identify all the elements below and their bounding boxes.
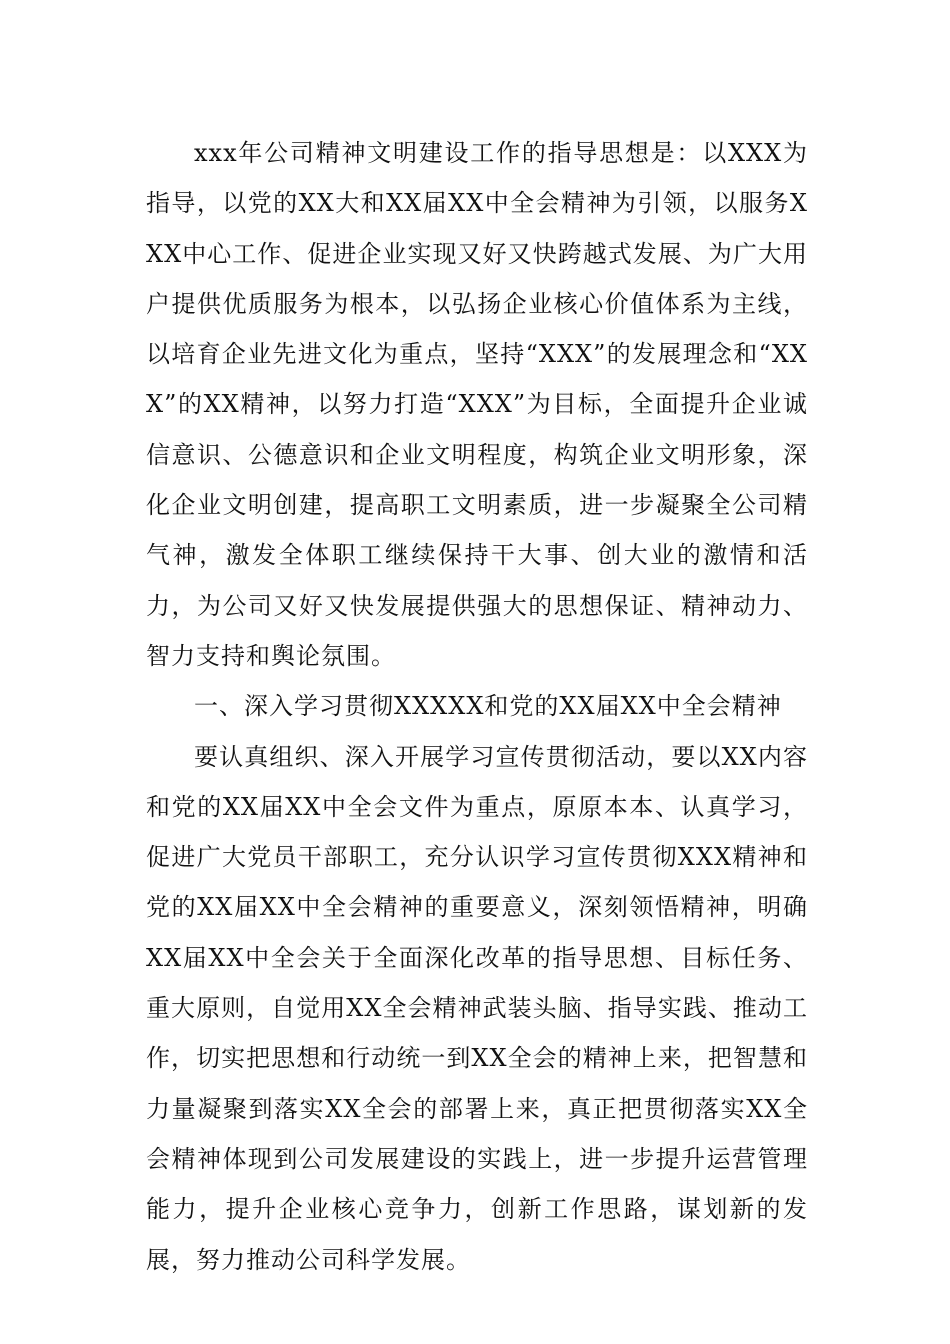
section-heading-1: 一、深入学习贯彻XXXXX和党的XX届XX中全会精神 bbox=[194, 692, 782, 721]
paragraph-guiding-ideology: xxx年公司精神文明建设工作的指导思想是：以XXX为指导，以党的XX大和XX届XX中全会精神为引领，以服务XXX中心工作、促进企业实现又好又快跨越式发展、为广大用户提供优质服务为根本，以弘扬企业核心价值体系为主线，以培育企业先进文化为重点，坚持“XXX”的发展理念和“XXX”的XX精神，以努力打造“XXX”为目标，全面提升企业诚信意识、公德意识和企业文明程度，构筑企业文明形象，深化企业文明创建，提高职工文明素质，进一步凝聚全公司精气神，激发全体职工继续保持干大事、创大业的激情和活力，为公司又好又快发展提供强大的思想保证、精神动力、智力支持和舆论氛围。 bbox=[146, 139, 808, 670]
paragraph-section-1-body: 要认真组织、深入开展学习宣传贯彻活动，要以XX内容和党的XX届XX中全会文件为重点，原原本本、认真学习，促进广大党员干部职工，充分认识学习宣传贯彻XXX精神和党的XX届XX中全会精神的重要意义，深刻领悟精神，明确XX届XX中全会关于全面深化改革的指导思想、目标任务、重大原则，自觉用XX全会精神武装头脑、指导实践、推动工作，切实把思想和行动统一到XX全会的精神上来，把智慧和力量凝聚到落实XX全会的部署上来，真正把贯彻落实XX全会精神体现到公司发展建设的实践上，进一步提升运营管理能力，提升企业核心竞争力，创新工作思路，谋划新的发展，努力推动公司科学发展。 bbox=[146, 742, 808, 1274]
document-body bbox=[146, 128, 808, 1285]
